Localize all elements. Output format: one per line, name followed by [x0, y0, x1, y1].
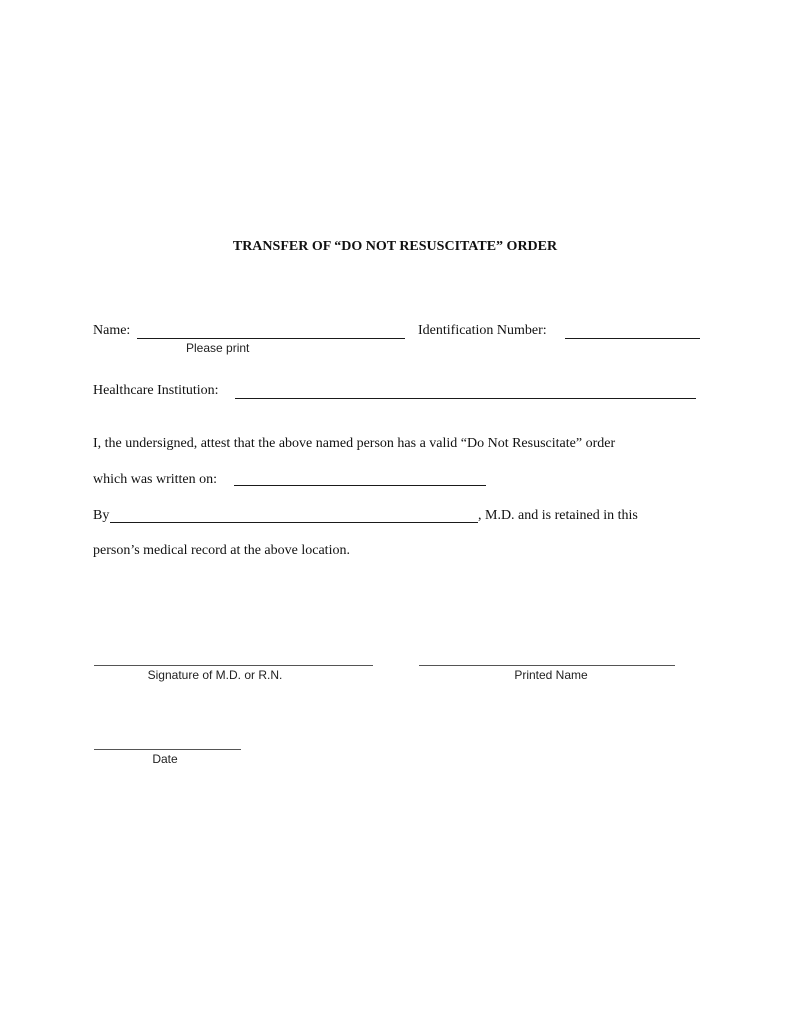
printed-name-line[interactable] — [419, 665, 675, 666]
name-hint: Please print — [186, 341, 250, 355]
date-label: Date — [152, 752, 178, 766]
physician-name-field[interactable] — [110, 522, 478, 523]
name-label: Name: — [93, 323, 131, 338]
signature-line[interactable] — [94, 665, 373, 666]
signature-label: Signature of M.D. or R.N. — [147, 668, 283, 682]
by-label: By — [93, 508, 110, 523]
written-on-date-field[interactable] — [234, 485, 486, 486]
healthcare-institution-label: Healthcare Institution: — [93, 383, 219, 398]
document-title: TRANSFER OF “DO NOT RESUSCITATE” ORDER — [232, 239, 558, 254]
date-line[interactable] — [94, 749, 241, 750]
name-field[interactable] — [137, 338, 405, 339]
attestation-text-line-4: person’s medical record at the above location. — [93, 543, 350, 558]
healthcare-institution-field[interactable] — [235, 398, 696, 399]
printed-name-label: Printed Name — [514, 668, 588, 682]
attestation-text-line-1: I, the undersigned, attest that the above named person has a valid “Do Not Resuscitate” order — [93, 436, 616, 451]
identification-number-field[interactable] — [565, 338, 700, 339]
written-on-label: which was written on: — [93, 472, 218, 487]
md-retained-text: , M.D. and is retained in this — [478, 508, 638, 523]
identification-number-label: Identification Number: — [418, 323, 547, 338]
